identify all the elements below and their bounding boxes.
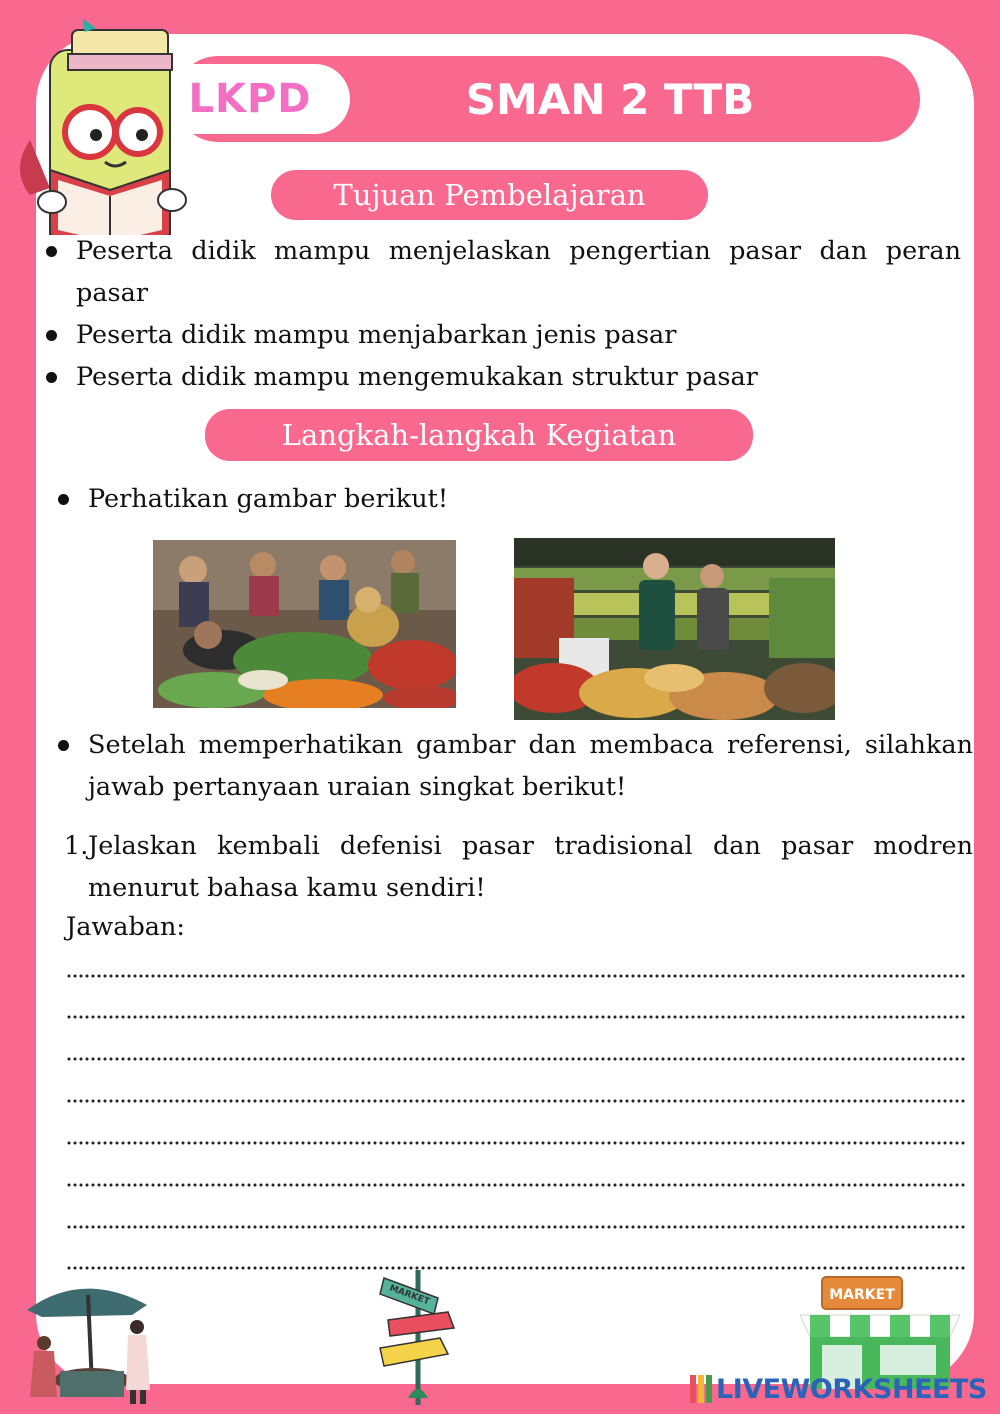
market-stall-illustration	[22, 1275, 162, 1405]
activities-title: Langkah-langkah Kegiatan	[205, 409, 753, 461]
answer-label: Jawaban:	[66, 912, 185, 942]
book-mascot-icon	[10, 20, 200, 235]
liveworksheets-logo-icon	[690, 1375, 712, 1403]
answer-line[interactable]	[66, 973, 966, 979]
objectives-list	[46, 230, 961, 398]
liveworksheets-text: LIVEWORKSHEETS	[716, 1373, 987, 1405]
objective-item: Peserta didik mampu mengemukakan struktur pasar	[46, 356, 961, 398]
answer-line[interactable]	[66, 1265, 966, 1271]
question-text: Jelaskan kembali defenisi pasar tradisional dan pasar modren menurut bahasa kamu sendiri!	[88, 831, 973, 903]
answer-line[interactable]	[66, 1140, 966, 1146]
liveworksheets-branding[interactable]	[690, 1372, 987, 1406]
question-number: 1.	[64, 831, 89, 861]
school-title: SMAN 2 TTB	[465, 74, 755, 124]
lkpd-badge-text: LKPD	[188, 76, 312, 122]
activity-step-observe: Perhatikan gambar berikut!	[58, 478, 958, 520]
activity-step-answer: Setelah memperhatikan gambar dan membaca referensi, silahkan jawab pertanyaan uraian singkat berikut!	[58, 724, 973, 808]
objectives-title: Tujuan Pembelajaran	[271, 170, 708, 220]
shop-sign-text: MARKET	[829, 1287, 895, 1303]
market-signpost-illustration	[378, 1270, 458, 1410]
answer-line[interactable]	[66, 1098, 966, 1104]
activities-step1	[58, 478, 958, 520]
answer-line[interactable]	[66, 1224, 966, 1230]
answer-line[interactable]	[66, 1014, 966, 1020]
answer-line[interactable]	[66, 1056, 966, 1062]
activities-step2	[58, 724, 973, 808]
signpost-text: MARKET	[387, 1283, 431, 1308]
modern-market-photo	[514, 538, 835, 720]
answer-line[interactable]	[66, 1182, 966, 1188]
objective-item: Peserta didik mampu menjelaskan pengertian pasar dan peran pasar	[46, 230, 961, 314]
traditional-market-photo	[153, 540, 456, 708]
objective-item: Peserta didik mampu menjabarkan jenis pasar	[46, 314, 961, 356]
